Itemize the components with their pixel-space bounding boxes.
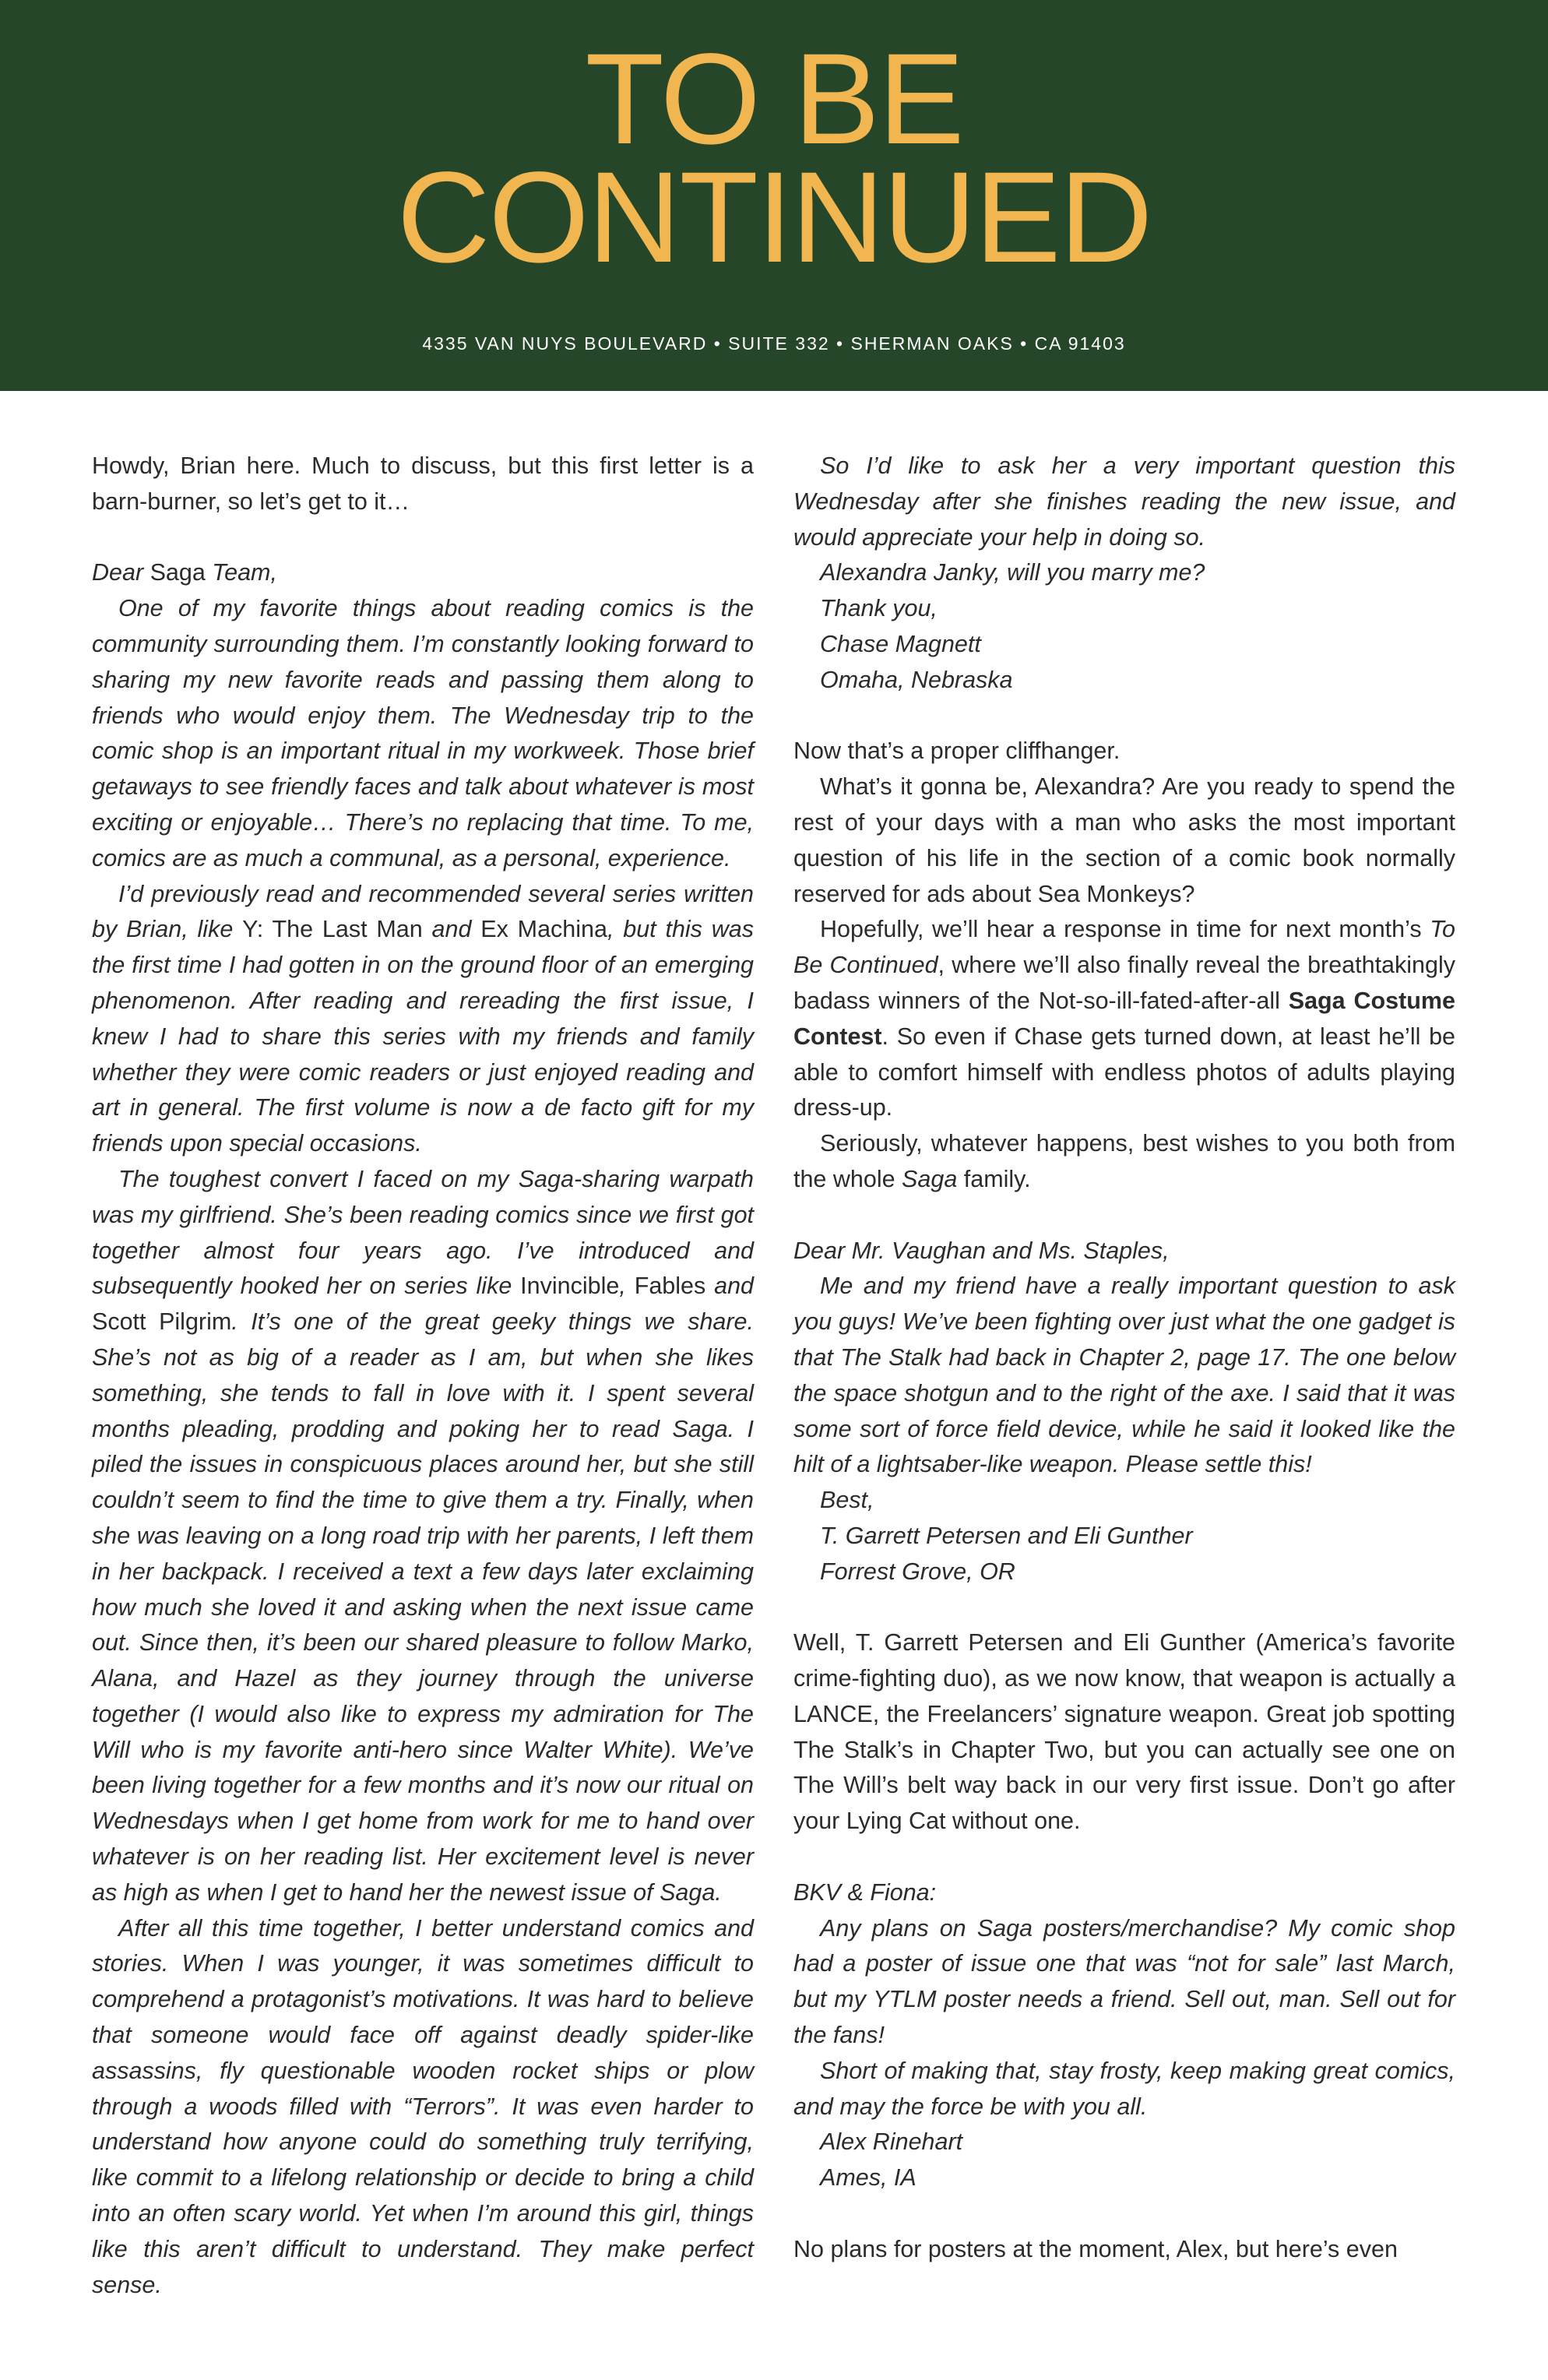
left-column bbox=[92, 449, 754, 2303]
letter-question: Alexandra Janky, will you marry me? bbox=[820, 559, 1205, 586]
letter-location: Ames, IA bbox=[820, 2164, 916, 2192]
letter-salutation: BKV & Fiona: bbox=[793, 1878, 937, 1906]
letter-paragraph: One of my favorite things about reading comics is the community surrounding them. I’m constantly looking forward to sharing my new favorite reads and passing them along to friends who would enjoy them. The Wednesday trip to the comic shop is an important ritual in my workweek. Those brief getaways to see friendly faces and talk about whatever is most exciting or enjoyable… There’s no replacing that time. To me, comics are as much a communal, as a personal, experience. bbox=[92, 595, 754, 871]
letter-author: Chase Magnett bbox=[820, 630, 981, 657]
mailing-address: 4335 VAN NUYS BOULEVARD • SUITE 332 • SHERMAN OAKS • CA 91403 bbox=[422, 333, 1126, 354]
letter-paragraph: After all this time together, I better understand comics and stories. When I was younger, it was sometimes difficult to comprehend a protagonist’s motivations. It was hard to believe that someone would face off against deadly spider-like assassins, fly questionable wooden rocket ships or plow through a woods filled with “Terrors”. It was even harder to understand how anyone could do something truly terrifying, like commit to a lifelong relationship or decide to bring a child into an often scary world. Yet when I’m around this girl, things like this aren’t difficult to understand. They make perfect sense. bbox=[92, 1914, 754, 2298]
response-paragraph: Well, T. Garrett Petersen and Eli Gunther (America’s favorite crime-fighting duo), as we now know, that weapon is actually a LANCE, the Freelancers’ signature weapon. Great job spotting The Stalk’s in Chapter Two, but you can actually see one on The Will’s belt way back in our very first issue. Don’t go after your Lying Cat without one. bbox=[793, 1629, 1455, 1835]
letter-salutation: Dear Mr. Vaughan and Ms. Staples, bbox=[793, 1237, 1170, 1264]
letter-closing: Best, bbox=[820, 1487, 874, 1514]
right-column bbox=[793, 449, 1455, 2268]
editor-intro: Howdy, Brian here. Much to discuss, but this first letter is a barn-burner, so let’s get to it… bbox=[92, 452, 754, 515]
letter-author: T. Garrett Petersen and Eli Gunther bbox=[820, 1522, 1193, 1549]
response-paragraph: Now that’s a proper cliffhanger. bbox=[793, 738, 1121, 765]
response-paragraph: Seriously, whatever happens, best wishes to you both from the whole Saga family. bbox=[793, 1130, 1455, 1192]
letter-closing: Thank you, bbox=[820, 595, 938, 622]
letter-paragraph: Short of making that, stay frosty, keep making great comics, and may the force be with you all. bbox=[793, 2057, 1455, 2120]
letter-paragraph: Me and my friend have a really important question to ask you guys! We’ve been fighting over just what the one gadget is that The Stalk had back in Chapter 2, page 17. The one below the space shotgun and to the right of the axe. I said that it was some sort of force field device, while he said it looked like the hilt of a lightsaber-like weapon. Please settle this! bbox=[793, 1273, 1455, 1478]
letter-paragraph: I’d previously read and recommended several series written by Brian, like Y: The Last Man and Ex Machina, but this was the first time I had gotten in on the ground floor of an emerging phenomenon. After reading and rereading the first issue, I knew I had to share this series with my friends and family whether they were comic readers or just enjoyed reading and art in general. The first volume is now a de facto gift for my friends upon special occasions. bbox=[92, 880, 754, 1157]
letter-salutation: Dear Saga Team, bbox=[92, 559, 277, 586]
masthead bbox=[0, 0, 1548, 391]
letter-paragraph: The toughest convert I faced on my Saga-sharing warpath was my girlfriend. She’s been reading comics since we first got together almost four years ago. I’ve introduced and subsequently hooked her on series like Invincible, Fables and Scott Pilgrim. It’s one of the great geeky things we share. She’s not as big of a reader as I am, but when she likes something, she tends to fall in love with it. I spent several months pleading, prodding and poking her to read Saga. I piled the issues in conspicuous places around her, but she still couldn’t seem to find the time to give them a try. Finally, when she was leaving on a long road trip with her parents, I left them in her backpack. I received a text a few days later exclaiming how much she loved it and asking when the next issue came out. Since then, it’s been our shared pleasure to follow Marko, Alana, and Hazel as they journey through the universe together (I would also like to express my admiration for The Will who is my favorite anti-hero since Walter White). We’ve been living together for a few months and it’s now our ritual on Wednesdays when I get home from work for me to hand over whatever is on her reading list. Her excitement level is never as high as when I get to hand her the newest issue of Saga. bbox=[92, 1165, 754, 1906]
letter-author: Alex Rinehart bbox=[820, 2128, 963, 2156]
letter-location: Forrest Grove, OR bbox=[820, 1558, 1015, 1585]
page-title bbox=[0, 27, 1548, 290]
letter-paragraph: Any plans on Saga posters/merchandise? My comic shop had a poster of issue one that was “not for sale” last March, but my YTLM poster needs a friend. Sell out, man. Sell out for the fans! bbox=[793, 1914, 1455, 2049]
title-line-2: CONTINUED bbox=[396, 146, 1152, 290]
response-paragraph: Hopefully, we’ll hear a response in time for next month’s To Be Continued, where we’ll also finally reveal the breathtakingly badass winners of the Not-so-ill-fated-after-all Saga Costume Contest. So even if Chase gets turned down, at least he’ll be able to comfort himself with endless photos of adults playing dress-up. bbox=[793, 916, 1455, 1121]
letter-paragraph: So I’d like to ask her a very important question this Wednesday after she finishes reading the new issue, and would appreciate your help in doing so. bbox=[793, 452, 1455, 551]
title-line-1: TO BE bbox=[585, 27, 963, 171]
response-paragraph: What’s it gonna be, Alexandra? Are you ready to spend the rest of your days with a man who asks the most important question of his life in the section of a comic book normally reserved for ads about Sea Monkeys? bbox=[793, 773, 1455, 907]
letter-location: Omaha, Nebraska bbox=[820, 666, 1013, 693]
contest-name: Saga Costume Contest bbox=[793, 987, 1455, 1050]
response-paragraph: No plans for posters at the moment, Alex, but here’s even bbox=[793, 2235, 1398, 2262]
